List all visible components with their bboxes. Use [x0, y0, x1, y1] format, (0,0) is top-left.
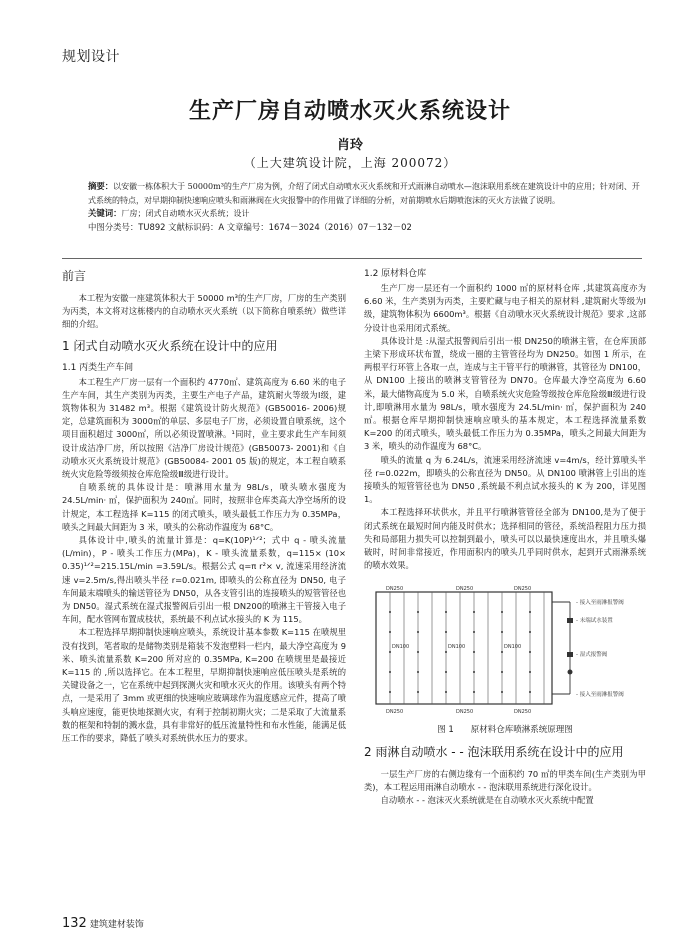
pipe-label: DN250 — [456, 709, 474, 716]
pipe-label: DN250 — [514, 709, 532, 716]
page-number: 132 — [62, 916, 87, 931]
feed-pipes — [552, 602, 570, 694]
affiliation: （上大建筑设计院，上海 200072） — [243, 156, 457, 170]
paragraph: 自喷系统的具体设计是：喷淋用水量为 98L/s，喷头喷水强度为 24.5L/min· ㎡，保护面积为 240㎡。同时，按照非仓库类高大净空场所的设计规定，本工程选择 K=115 的闭式喷头，喷头最低工作压力为 0.35MPa，喷头之间最大间距为 3 米，喷头的公称动作温度为 68°C。 — [62, 482, 346, 532]
heading-section-1-2: 1.2 原材料仓库 — [364, 269, 427, 279]
page-footer — [62, 916, 144, 931]
section-tag: 规划设计 — [62, 49, 120, 65]
legend-item: - 接入至雨淋报警阀 — [576, 600, 624, 607]
heading-intro: 前言 — [62, 269, 87, 283]
figure-caption: 图 1 原材料仓库喷淋系统原理图 — [437, 725, 573, 736]
abstract — [88, 180, 644, 207]
pipe-label: DN100 — [392, 644, 410, 651]
abstract-label: 摘要： — [88, 181, 114, 191]
paragraph: 一层生产厂房的右侧边缘有一个面积约 70 ㎡的甲类车间(生产类别为甲类)，本工程运用雨淋自动喷水 - - 泡沫联用系统进行深化设计。 — [364, 768, 646, 792]
classification: 中图分类号：TU892 文献标识码：A 文章编号：1674－3024（2016）07－132－02 — [88, 221, 412, 232]
paragraph: 喷头的流量 q 为 6.24L/s，流速采用经济流速 v=4m/s，经计算喷头半径 r=0.022m，即喷头的公称直径为 DN50。从 DN100 喷淋管上引出的连接喷头的短管管径也为 DN50 ,系统最不利点试水接头的 K 为 200，详见图 1。 — [364, 454, 646, 505]
pipe-label: DN100 — [504, 644, 522, 651]
legend-item: - 接入至雨淋报警阀 — [576, 692, 624, 699]
paragraph: 本工程生产厂房一层有一个面积约 4770㎡、建筑高度为 6.60 米的电子生产车间，其生产类别为丙类，主要生产电子产品，建筑耐火等级为Ⅰ级，建筑物体积为 31482 m³。根据《建筑设计防火规范》(GB50016- 2006)规定，总建筑面积为 3000㎡的单层、多层电子厂房，必须设置自喷系统，这个项目面积超过 3000㎡，所以必须设置喷淋。¹同时，业主要求此生产车间须设计成洁净厂房，所以按照《洁净厂房设计规范》(GB50073- 2001)和《自动喷水灭火系统设计规范》(GB50084- 2001 05 版)的规定，本工程自喷系统火灾危险等级须按仓库危险级Ⅲ级进行设计。 — [62, 376, 346, 480]
paragraph: 具体设计中,喷头的流量计算是：q=K(10P)¹ᐟ²；式中 q - 喷头流量(L/min)，P - 喷头工作压力(MPa)，K - 喷头流量系数，q=115× (10× 0.35)¹ᐟ²=215.15L/min =3.59L/s。根据公式 q=π r²× v, 流速采用经济流速 v=2.5m/s,得出喷头半径 r=0.021m, 即喷头的公称直径为 DN50, 电子车间最末端喷头的输送管径为 DN50，从各支管引出的连接喷头的短管管径也为 DN50。湿式系统在湿式报警阀后引出一根 DN200的喷淋主干管接入电子车间，配水管网布置成枝状，系统最不利点试水接头的 K 为 115。 — [62, 535, 346, 625]
sprinkler-schematic — [364, 582, 646, 718]
paragraph: 本工程选择环状供水，并且平行喷淋管管径全部为 DN100,是为了便于闭式系统在最短时间内能及时供水；选择相同的管径，系统沿程阻力压力损失和局部阻力损失可以控制到最小，喷头可以以最快速度出水，并且喷头爆破时，时间非常接近，作用面积内的喷头几乎同时供水，起到开式雨淋系统的喷水效果。 — [364, 507, 646, 571]
legend-item: - 末端试水装置 — [576, 618, 613, 625]
right-column — [364, 268, 646, 807]
paragraph-intro: 本工程为安徽一座建筑体积大于 50000 m³的生产厂房，厂房的生产类别为丙类，本文将对这栋楼内的自动喷水灭火系统（以下简称自喷系统）做些详细的介绍。 — [62, 293, 346, 330]
abstract-text: 以安徽一栋体积大于 50000m³的生产厂房为例，介绍了闭式自动喷水灭火系统和开式雨淋自动喷水—泡沫联用系统在建筑设计中的应用；针对闭、开式系统的特点，对早期抑制快速响应喷头和雨淋阀在火灾报警中的作用做了详细的分析，对前期喷水后期喷泡沫的灭火方法做了说明。 — [88, 182, 640, 205]
article-meta — [88, 180, 644, 234]
paper-title: 生产厂房自动喷水灭火系统设计 — [188, 99, 511, 124]
legend-item: - 湿式报警阀 — [576, 652, 608, 659]
paragraph: 自动喷水 - - 泡沫灭火系统就是在自动喷水灭火系统中配置 — [380, 795, 594, 806]
pipe-label: DN100 — [448, 644, 466, 651]
pipe-label: DN250 — [514, 586, 532, 593]
figure-1 — [364, 582, 646, 718]
paragraph: 生产厂房一层还有一个面积约 1000 ㎡的原材料仓库 ,其建筑高度亦为 6.60 米，生产类别为丙类，主要贮藏与电子相关的原材料 ,建筑耐火等级为Ⅰ级，建筑物体积为 6600m³。根据《自动喷水灭火系统设计规范》要求 ,这部分设计也采用闭式系统。 — [364, 283, 646, 333]
keywords-text: 厂房；闭式自动喷水灭火系统；设计 — [121, 209, 250, 218]
pipe-label: DN250 — [456, 586, 474, 593]
left-column — [62, 268, 346, 745]
keywords — [88, 207, 644, 221]
heading-section-2: 2 雨淋自动喷水 - - 泡沫联用系统在设计中的应用 — [364, 744, 624, 759]
paragraph: 本工程选择早期抑制快速响应喷头，系统设计基本参数 K=115 在喷规里没有找到，笔者取的是储物类别是箱装不发泡塑料一栏内，最大净空高度为 9 米、喷头流量系数 K=200 所对应的 0.35MPa, K=200 在喷规里是最接近 K=115 的 ,所以选择它。在本工程里，早期抑制快速响应低压喷头是系统的关键设备之一，它在系统中起到探测火灾和喷水灭火的作用。该喷头有两个特点，一是采用了 3mm 或更细的快速响应玻璃球作为温度感应元件，提高了喷头响应速度，能更快地探测火灾，有利于控制初期火灾；二是采取了大流量系数的框架和特制的溅水盘，具有非常好的低压流量特性和布水性能，能满足低压工作的要求，降低了喷头对系统供水压力的要求。 — [62, 627, 346, 744]
header-divider — [62, 258, 642, 259]
paragraph: 具体设计是 :从湿式报警阀后引出一根 DN250的喷淋主管，在仓库顶部主梁下形成环状布置，绕成一圈的主管管径均为 DN250。如图 1 所示，在两根平行环管上各取一点，连成与主干管平行的喷淋管，其管径为 DN100，从 DN100 上接出的喷淋支管管径为 DN70。仓库最大净空高度为 6.60 米，最大储物高度为 5.0 米，自喷系统火灾危险等级按仓库危险级Ⅲ级进行设计,即喷淋用水量为 98L/s，喷水强度为 24.5L/min· ㎡，保护面积为 240㎡。根据仓库早期抑制快速响应喷头的基本规定，本工程选择流量系数 K=200 的闭式喷头，喷头最低工作压力为 0.35MPa，喷头之间最大间距为 3 米，喷头的动作温度为 68°C。 — [364, 335, 646, 452]
pipe-label: DN250 — [386, 586, 404, 593]
pipe-label: DN250 — [386, 709, 404, 716]
keywords-label: 关键词： — [88, 208, 122, 218]
heading-section-1-1: 1.1 丙类生产车间 — [62, 362, 134, 373]
heading-section-1: 1 闭式自动喷水灭火系统在设计中的应用 — [62, 338, 278, 353]
author: 肖玲 — [336, 138, 363, 153]
journal-name: 建筑建材装饰 — [89, 920, 144, 930]
